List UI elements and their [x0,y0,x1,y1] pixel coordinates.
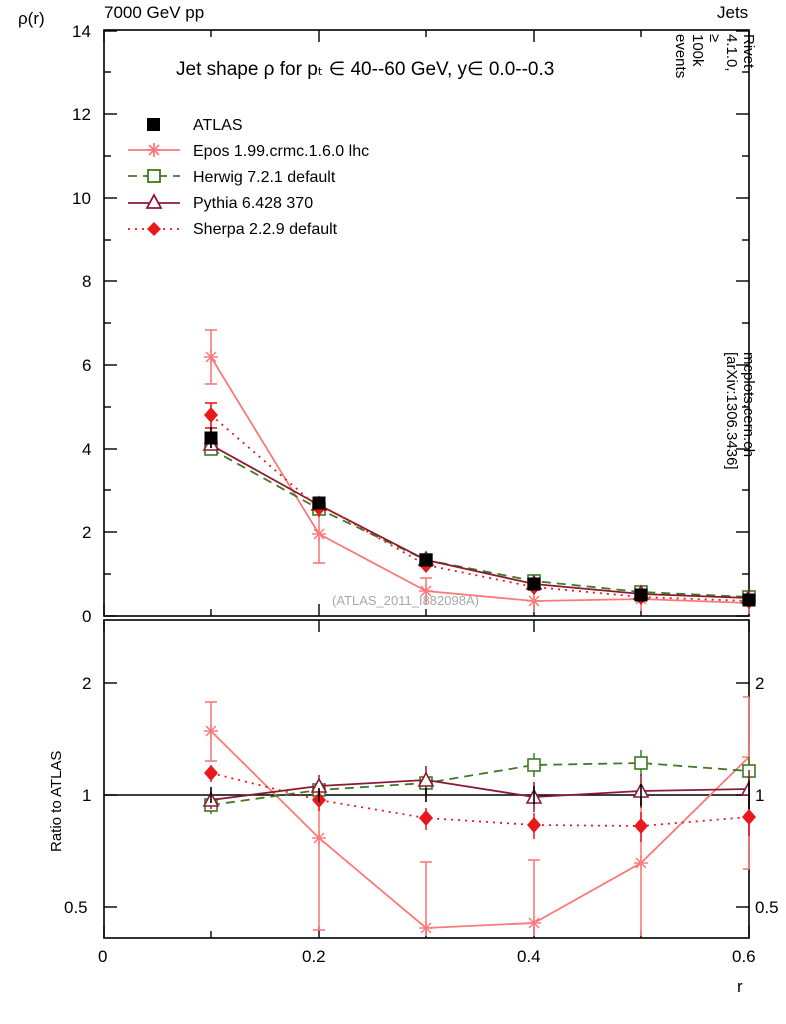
legend-item-pythia[interactable]: Pythia 6.428 370 [193,195,314,212]
xtick-label-02: 0.2 [302,947,326,966]
ratio-ytick-label-left-2: 2 [82,674,92,693]
sidebar-mcplots-label: mcplots.cern.ch [arXiv:1306.3436] [723,352,757,470]
legend-item-atlas[interactable]: ATLAS [193,117,243,134]
legend-item-herwig[interactable]: Herwig 7.2.1 default [193,169,336,186]
ytick-label-8: 8 [82,272,92,291]
ytick-label-10: 10 [72,189,91,208]
series-atlas-main [205,427,755,606]
y-axis-label: ρ(r) [18,9,45,28]
ratio-y-axis-label: Ratio to ATLAS [48,750,65,852]
xtick-label-04: 0.4 [517,947,541,966]
xtick-label-0: 0 [98,947,108,966]
ratio-ytick-label-right-2: 2 [755,674,765,693]
ytick-label-0: 0 [82,607,92,626]
ratio-ytick-label-right-05: 0.5 [755,898,779,917]
series-herwig-ratio [205,750,755,814]
ratio-ytick-label-right-1: 1 [755,786,765,805]
series-epos-ratio [204,697,749,936]
ratio-ytick-label-left-05: 0.5 [64,898,88,917]
header-left-label: 7000 GeV pp [104,3,205,22]
series-sherpa-main [204,403,756,609]
chart-title-text: Jet shape ρ for pₜ ∈ 40--60 GeV, y∈ 0.0--0.3 [176,59,555,80]
ytick-label-12: 12 [72,105,91,124]
analysis-watermark: (ATLAS_2011_I882098A) [332,593,479,608]
x-axis-label: r [737,977,743,996]
ytick-label-14: 14 [72,22,91,41]
series-herwig-main [205,443,755,603]
legend-item-sherpa[interactable]: Sherpa 2.2.9 default [193,221,338,238]
sidebar-rivet-label: Rivet 4.1.0, ≥ 100k events [672,34,757,79]
series-pythia-main [204,437,749,603]
header-right-label: Jets [717,3,749,22]
legend-item-epos[interactable]: Epos 1.99.crmc.1.6.0 lhc [193,143,370,160]
ytick-label-6: 6 [82,356,92,375]
legend-markers [128,118,180,236]
xtick-label-06: 0.6 [732,947,756,966]
ytick-label-2: 2 [82,523,92,542]
ratio-ytick-label-left-1: 1 [82,786,92,805]
ytick-label-4: 4 [82,440,92,459]
